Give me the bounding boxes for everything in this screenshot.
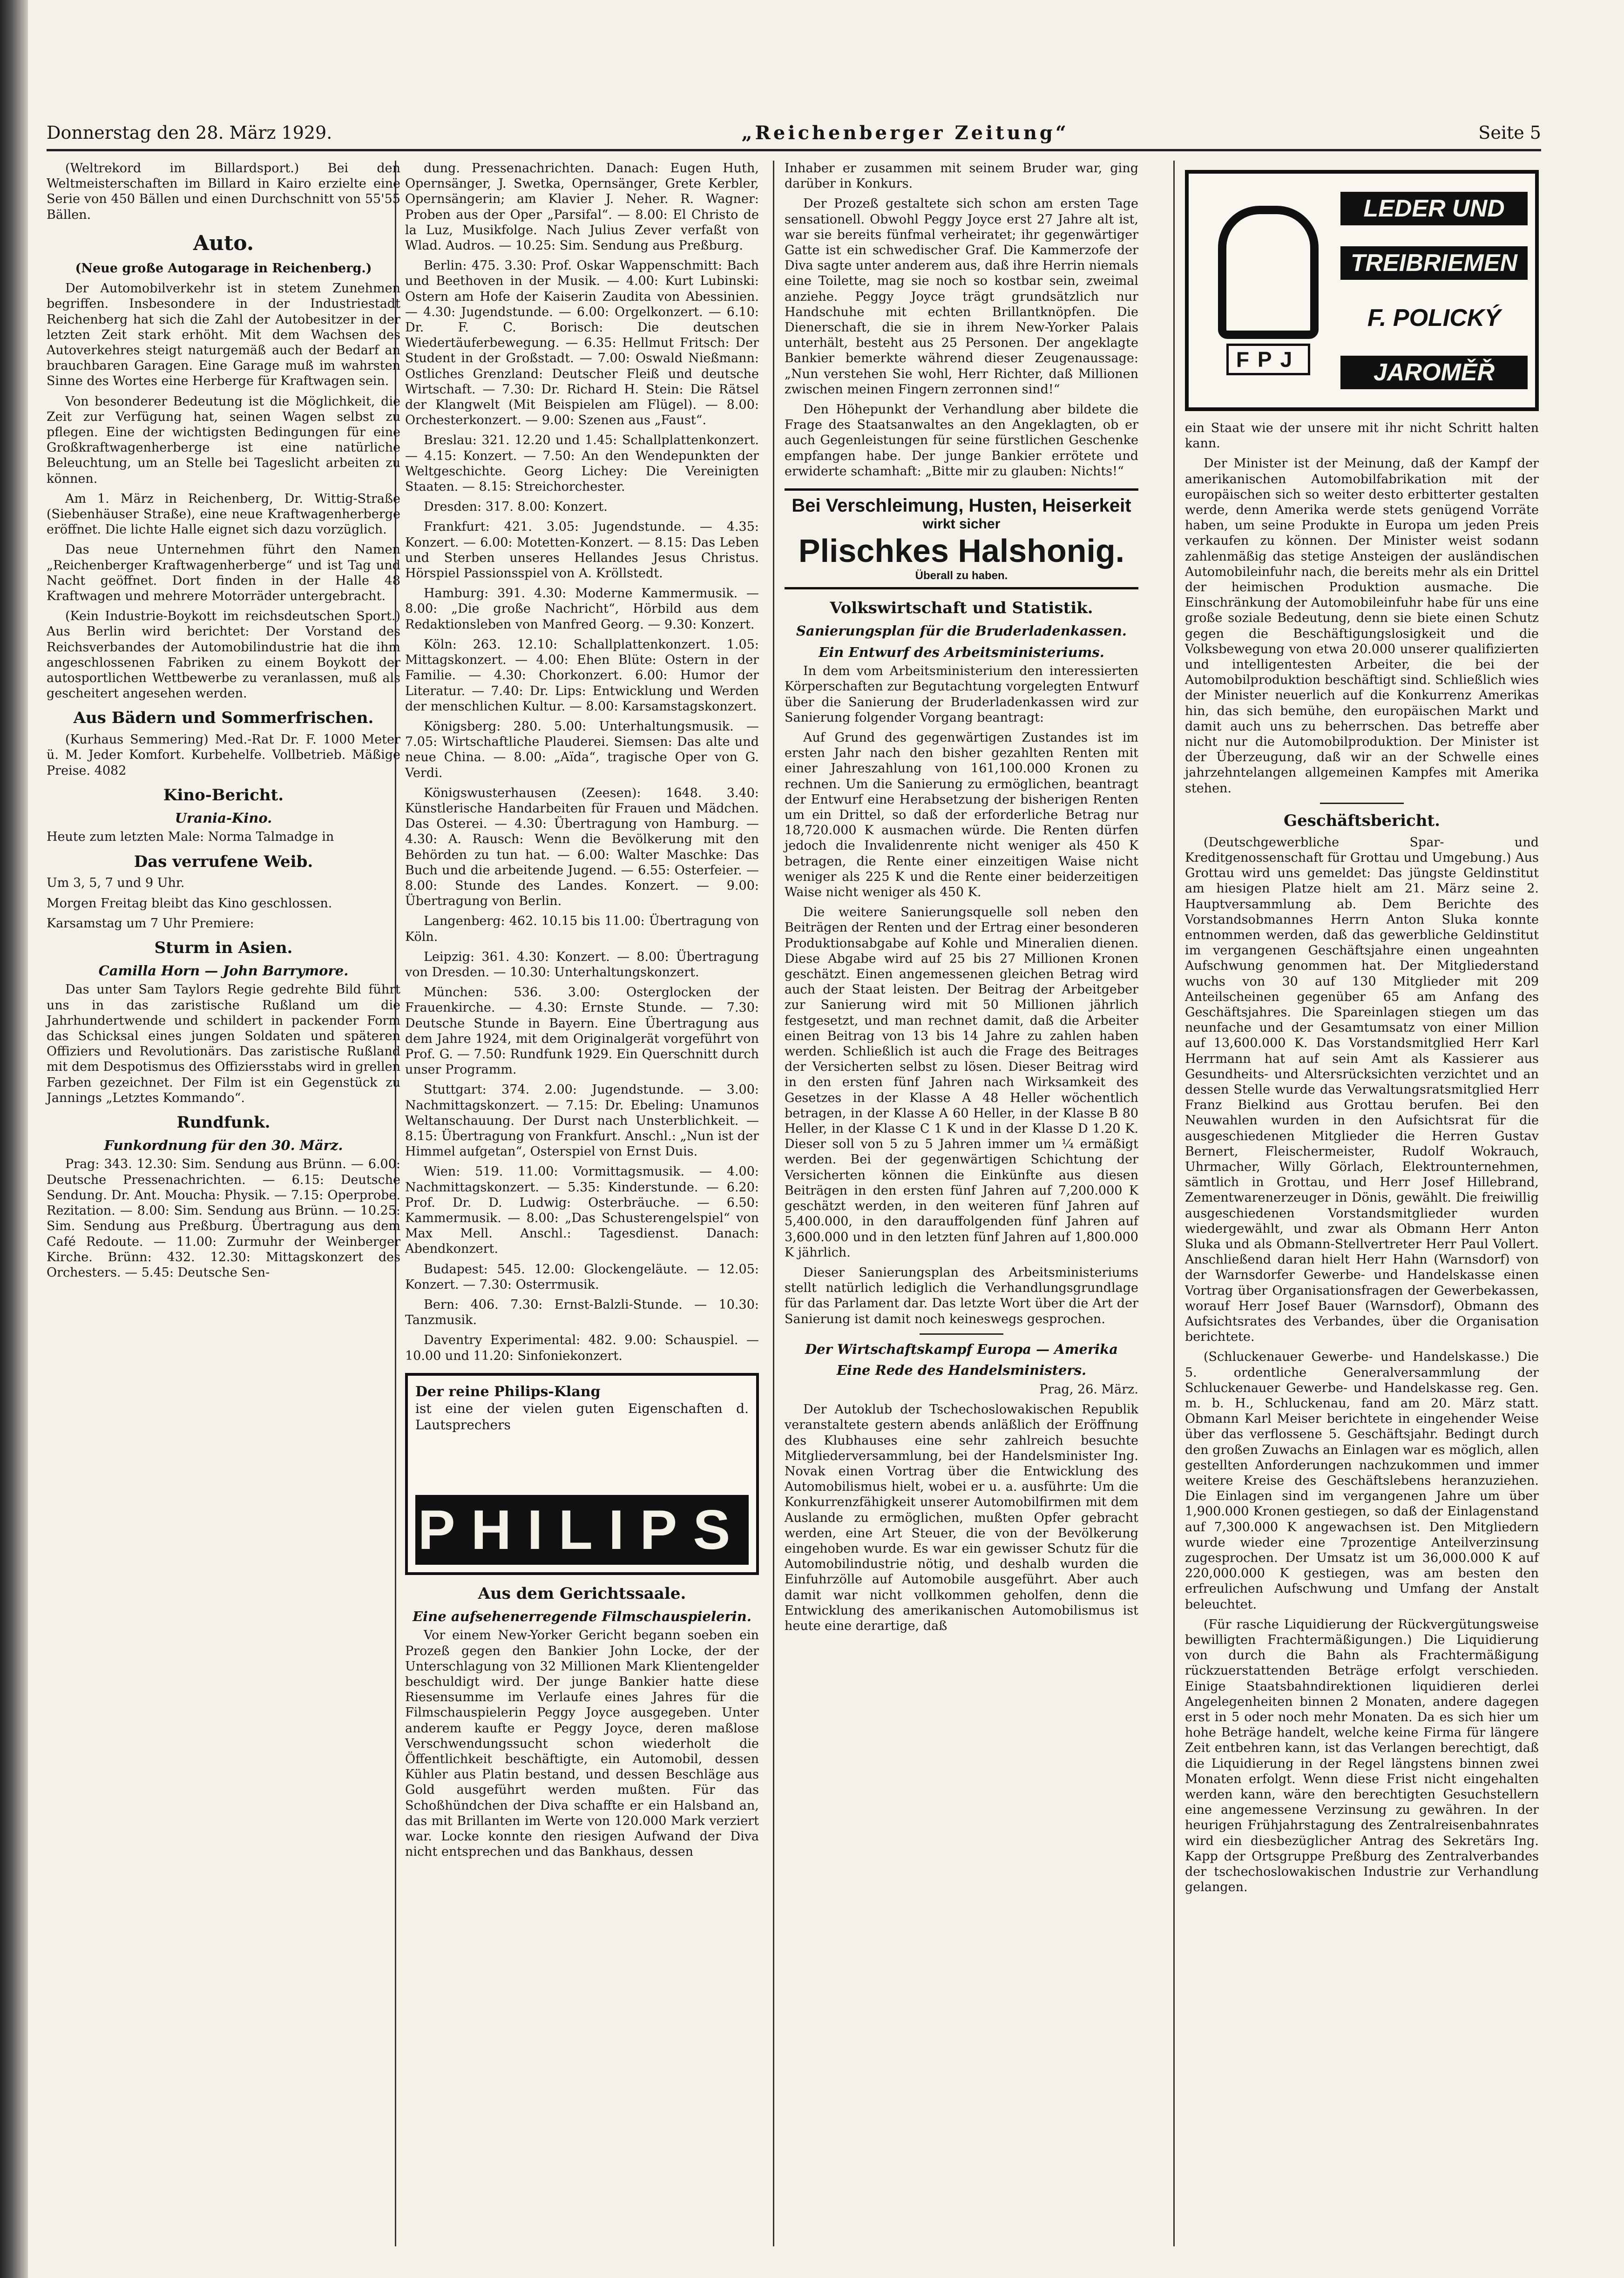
radio-paragraph: Budapest: 545. 12.00: Glockengeläute. — 12.05: Konzert. — 7.30: Osterrmusik. (405, 1262, 759, 1292)
wirtschaftskampf-heading: Der Wirtschaftskampf Europa — Amerika (805, 1341, 1118, 1357)
kino-line: Morgen Freitag bleibt das Kino geschlossen. (47, 896, 332, 911)
kino-subheading: Urania-Kino. (175, 810, 272, 826)
radio-paragraph: Hamburg: 391. 4.30: Moderne Kammermusik. — 8.00: „Die große Nachricht“, Hörbild aus dem Redaktionsleben von Manfred Georg. — 9.30: Konzert. (405, 586, 759, 632)
page-number: Seite 5 (1478, 122, 1541, 143)
gericht-paragraph: Den Höhepunkt der Verhandlung aber bildete die Frage des Staatsanwaltes an den Angeklagten, ob er auch Gegenleistungen für seine fürstlichen Geschenke empfangen habe. Der junge Bankier errötete und erwiderte schamhaft: „Bitte mir zu glauben: Nichts!“ (785, 402, 1138, 479)
philips-ad-line2: ist eine der vielen guten Eigenschaften d. Lautsprechers (415, 1401, 749, 1433)
radio-paragraph: Bern: 406. 7.30: Ernst-Balzli-Stunde. — 10.30: Tanzmusik. (405, 1298, 759, 1328)
article-paragraph: (Schluckenauer Gewerbe- und Handelskasse.) Die 5. ordentliche Generalversammlung der Schluckenauer Gewerbe- und Handelskasse reg. Gen. m. b. H., Schluckenau, fand am 20. März statt. Obmann Karl Meiser berichtete in eingehender Weise über das verflossene 5. Geschäftsjahr. Bedingt durch den großen Zuwachs an Einlagen war es möglich, allen gestellten Anforderungen nachzukommen und immer weitere Kreise des Geschäftslebens heranzuziehen. Die Einlagen sind im vergangenen Jahre um über 1,900.000 Kronen gestiegen, so daß der Einlagenstand auf 7,300.000 K angewachsen ist. Den Mitgliedern wurde wieder eine 7prozentige Anteilverzinsung zugesprochen. Der Umsatz ist um 36,000.000 K auf 220,000.000 K gestiegen, was am besten den erfreulichen Aufschwung und Umfang der Anstalt beleuchtet. (1185, 1350, 1539, 1612)
radio-paragraph: Königswusterhausen (Zeesen): 1648. 3.40: Künstlerische Handarbeiten für Frauen und Mädchen. Das Osterei. — 4.30: Übertragung von Hamburg. — 4.30: A. Rausch: Wenn die Bevölkerung mit den Behörden zu tun hat. — 6.00: Walter Maschke: Das Buch und die arbeitende Jugend. — 6.55: Osterfeier. — 8.00: Stunde des Landes. Konzert. — 9.00: Übertragung von Berlin. (405, 785, 759, 909)
binding-shadow (0, 0, 28, 2278)
halshonig-ad-product: Plischkes Halshonig. (798, 533, 1125, 569)
article-paragraph: Von besonderer Bedeutung ist die Möglichkeit, die Zeit zur Verfügung hat, seinen Wagen selbst zu pflegen. Eine der wichtigsten Bedingungen für eine Großkraftwagenherberge ist eine natürliche Beleuchtung, um an Stelle bei Tageslicht arbeiten zu können. (47, 394, 400, 486)
rundfunk-subheading: Funkordnung für den 30. März. (104, 1137, 343, 1153)
gericht-paragraph: Der Prozeß gestaltete sich schon am ersten Tage sensationell. Obwohl Peggy Joyce erst 27 Jahre alt ist, war sie bereits fünfmal verheiratet; ihr gegenwärtiger Gatte ist ein schwedischer Graf. Die Kammerzofe der Diva sagte unter anderem aus, daß ihre Herrin niemals eine Toilette, mag sie noch so kostbar sein, zweimal anziehe. Peggy Joyce trägt grundsätzlich nur Handschuhe mit echten Brillantknöpfen. Die Dienerschaft, die sie in ihrem New-Yorker Palais unterhält, besteht aus 25 Personen. Der angeklagte Bankier bemerkte während dieser Zeugenaussage: „Nun verstehen Sie wohl, Herr Richter, daß Millionen zwischen meinen Fingern zerronnen sind!“ (785, 196, 1138, 397)
article-paragraph: (Für rasche Liquidierung der Rückvergütungsweise bewilligten Frachtermäßigungen.) Die Liquidierung von durch die Bahn als Frachtermäßigung rückzuerstattenden Beträge erfolgt verschieden. Einige Staatsbahndirektionen liquidieren derlei Angelegenheiten binnen 2 Monaten, andere dagegen erst in 5 oder noch mehr Monaten. Da es sich hier um hohe Beträge handelt, welche keine Firma für längere Zeit entbehren kann, ist das Verlangen berechtigt, daß die Liquidierung in der Regel längstens binnen zwei Monaten erfolgt. Wenn diese Frist nicht eingehalten werden kann, wäre den berechtigten Gesuchstellern eine angemessene Verzinsung zu gewähren. In der heurigen Frühjahrstagung des Zentralreisenbahnrates wird ein diesbezüglicher Antrag des Sekretärs Ing. Kapp der Ortsgruppe Preßburg des Zentralverbandes der tschechoslowakischen Industrie zur Verhandlung gelangen. (1185, 1617, 1539, 1895)
leder-ad-line: TREIBRIEMEN (1340, 246, 1528, 280)
radio-paragraph: Berlin: 475. 3.30: Prof. Oskar Wappenschmitt: Bach und Beethoven in der Musik. — 4.00: Kurt Lubinski: Ostern am Hofe der Kaiserin Zaudita von Abessinien. — 4.30: Jugendstunde. — 6.00: Orgelkonzert. — 6.10: Dr. F. C. Borisch: Die deutschen Wiedertäuferbewegung. — 6.35: Hellmut Fritsch: Der Student in der Großstadt. — 7.00: Oswald Nießmann: Ostliches Grenzland: Deutscher Fleiß und deutsche Wirtschaft. — 7.30: Dr. Richard H. Stein: Die Rätsel der Klangwelt (Mit Beispielen am Flügel). — 8.00: Orchesterkonzert. — 9.00: Szenen aus „Faust“. (405, 258, 759, 428)
leder-advertisement (1185, 170, 1539, 411)
sanierungsplan-subheading: Ein Entwurf des Arbeitsministeriums. (819, 644, 1104, 660)
rundfunk-paragraph: Prag: 343. 12.30: Sim. Sendung aus Brünn. — 6.00: Deutsche Pressenachrichten. — 6.15: Deutsche Sendung. Dr. Ant. Moucha: Physik. — 7.15: Operprobe. Rezitation. — 8.00: Sim. Sendung aus Brünn. — 10.25: Sim. Sendung aus Preßburg. Übertragung aus dem Café Redoute. — 11.00: Zurmuhr der Weinberger Kirche. Brünn: 432. 12.30: Mittagskonzert des Orchesters. — 5.45: Deutsche Sen- (47, 1157, 400, 1280)
kino-film-title: Das verrufene Weib. (134, 852, 313, 871)
radio-paragraph: Langenberg: 462. 10.15 bis 11.00: Übertragung von Köln. (405, 914, 759, 944)
fpj-logo (1196, 181, 1340, 400)
column-1 (47, 161, 400, 1285)
gericht-heading: Aus dem Gerichtssaale. (478, 1584, 686, 1603)
fpj-logo-text: FPJ (1226, 344, 1310, 375)
kino-line: Karsamstag um 7 Uhr Premiere: (47, 916, 254, 931)
kino-line: Um 3, 5, 7 und 9 Uhr. (47, 876, 185, 891)
kino-film-title: Sturm in Asien. (154, 938, 293, 957)
header-date: Donnerstag den 28. März 1929. (47, 122, 332, 143)
radio-paragraph: Stuttgart: 374. 2.00: Jugendstunde. — 3.00: Nachmittagskonzert. — 7.15: Dr. Ebeling: Unamunos Weltanschauung. Der Durst nach Unsterblichkeit. — 8.15: Übertragung von Frankfurt. Anschl.: „Nun ist der Himmel aufgetan“, Osterspiel von Ernst Duis. (405, 1082, 759, 1159)
article-paragraph: Auf Grund des gegenwärtigen Zustandes ist im ersten Jahr nach den bisher gezahlten Renten mit einer Jahreszahlung von 161,100.000 Kronen zu rechnen. Um die Sanierung zu ermöglichen, beantragt der Entwurf eine Herabsetzung der bisherigen Renten um ein Drittel, so daß der erforderliche Betrag nur 18,720.000 K ausmachen würde. Die Renten dürfen jedoch die Invalidenrente nicht weniger als 450 K betragen, die Rente einer einzeitigen Waise nicht weniger als 225 K und die Rente einer beiderzeitigen Waise nicht weniger als 450 K. (785, 730, 1138, 900)
newspaper-title: „Reichenberger Zeitung“ (741, 122, 1069, 144)
radio-paragraph: dung. Pressenachrichten. Danach: Eugen Huth, Opernsänger, J. Swetka, Opernsänger, Grete Kerbler, Opernsängerin; am Klavier J. Neher. R. Wagner: Proben aus der Oper „Parsifal“. — 8.00: El Christo de la Luz, Musikfolge. Nach Julius Zever verfaßt von Wlad. Audros. — 10.25: Sim. Sendung aus Preßburg. (405, 161, 759, 253)
radio-paragraph: Dresden: 317. 8.00: Konzert. (424, 500, 608, 514)
page-header (47, 116, 1541, 151)
kino-line: Heute zum letzten Male: Norma Talmadge in (47, 830, 334, 845)
column-rule (1173, 161, 1175, 2246)
geschaeftsbericht-heading: Geschäftsbericht. (1284, 811, 1440, 830)
radio-paragraph: Köln: 263. 12.10: Schallplattenkonzert. 1.05: Mittagskonzert. — 4.00: Ehen Blüte: Ostern in der Familie. — 4.30: Chorkonzert. 6.00: Humor der Literatur. — 7.40: Dr. Lips: Entwicklung und Werden der menschlichen Kultur. — 8.00: Karsamstagskonzert. (405, 637, 759, 714)
column-3 (785, 161, 1138, 1638)
halshonig-advertisement (785, 488, 1138, 589)
article-paragraph: In dem vom Arbeitsministerium den interessierten Körperschaften zur Begutachtung vorgelegten Entwurf über die Sanierung der Bruderladenkassen wird zur Sanierung folgender Vorgang beantragt: (785, 664, 1138, 725)
column-rule (773, 161, 774, 2246)
gericht-subheading: Eine aufsehenerregende Filmschauspielerin. (413, 1608, 751, 1624)
auto-lead: (Neue große Autogarage in Reichenberg.) (75, 261, 372, 276)
kino-heading: Kino-Bericht. (163, 785, 284, 804)
article-paragraph: Die weitere Sanierungsquelle soll neben den Beiträgen der Renten und der Ertrag einer besonderen Produktionsabgabe auf Kohle und Mineralien dienen. Diese Abgabe wird auf 25 bis 27 Millionen Kronen geschätzt. Einen angemessenen gleichen Betrag wird auch der Staat leisten. Der Beitrag der Arbeitgeber zur Sanierung wird mit 50 Millionen jährlich festgesetzt, und man rechnet damit, daß die Arbeiter einen Beitrag von 13 bis 14 Jahre zu zahlen haben werden. Schließlich ist auch die Frage des Beitrages der Versicherten selbst zu lösen. Dieser Beitrag wird in den ersten fünf Jahren nach Wirksamkeit des Gesetzes in der Klasse A 48 Heller wöchentlich betragen, in der Klasse A 60 Heller, in der Klasse B 80 Heller, in der Klasse C 1 K und in der Klasse D 1.20 K. Dieser soll von 5 zu 5 Jahren immer um ¼ ermäßigt werden. Bei der gegenwärtigen Schichtung der Versicherten können die Einkünfte aus diesen Beiträgen in den ersten fünf Jahren auf 7,200.000 K geschätzt werden, in den weiteren fünf Jahren auf 5,400.000, in den darauffolgenden fünf Jahren auf 3,600.000 und in den letzten fünf Jahren auf 1,800.000 K jährlich. (785, 905, 1138, 1260)
article-paragraph: Der Autoklub der Tschechoslowakischen Republik veranstaltete gestern abends anläßlich der Eröffnung des Klubhauses eine sehr zahlreich besuchte Mitgliederversammlung, bei der Handelsminister Ing. Novak einen Vortrag über die Entwicklung des Automobilismus hielt, wobei er u. a. ausführte: Um die Konkurrenzfähigkeit unserer Automobilfirmen mit dem Auslande zu ermöglichen, mußten Opfer gebracht werden, eine Art Steuer, die von der Bevölkerung eingehoben wurde. Es war ein gewisser Schutz für die Automobilindustrie nötig, und deshalb wurden die Einfuhrzölle auf Automobile ausgeführt. Aber auch damit war nicht vollkommen geholfen, denn die Entwicklung des amerikanischen Automobilismus ist heute eine derartige, daß (785, 1402, 1138, 1634)
article-paragraph: (Kein Industrie-Boykott im reichsdeutschen Sport.) Aus Berlin wird berichtet: Der Vorstand des Reichsverbandes der Automobilindustrie hat die ihm angeschlossenen Fabriken zu einem Boykott der autosportlichen Wettbewerbe zu veranlassen, muß als gescheitert angesehen werden. (47, 609, 400, 701)
halshonig-ad-line4: Überall zu haben. (915, 569, 1008, 582)
wirtschaftskampf-subheading: Eine Rede des Handelsministers. (836, 1362, 1087, 1379)
radio-paragraph: Wien: 519. 11.00: Vormittagsmusik. — 4.00: Nachmittagskonzert. — 5.35: Kinderstunde. — 6.20: Prof. Dr. D. Ludwig: Osterbräuche. — 6.50: Kammermusik. — 8.00: „Das Schusterengelspiel“ von Max Mell. Anschl.: Tagesdienst. Danach: Abendkonzert. (405, 1164, 759, 1257)
dateline: Prag, 26. März. (1039, 1382, 1138, 1397)
philips-advertisement (405, 1373, 759, 1575)
radio-paragraph: Königsberg: 280. 5.00: Unterhaltungsmusik. — 7.05: Wirtschaftliche Plauderei. Siemsen: Das alte und neue China. — 8.00: „Aïda“, tragische Oper von G. Verdi. (405, 719, 759, 780)
leder-ad-line: F. POLICKÝ (1367, 304, 1501, 331)
kino-cast: Camilla Horn — John Barrymore. (98, 962, 349, 979)
article-paragraph: ein Staat wie der unsere mit ihr nicht Schritt halten kann. (1185, 421, 1539, 451)
article-paragraph: (Deutschgewerbliche Spar- und Kreditgenossenschaft für Grottau und Umgebung.) Aus Grottau wird uns gemeldet: Das jüngste Geldinstitut am hiesigen Platze hielt am 21. März seine 2. Hauptversammlung ab. Dem Berichte des Vorstandsobmannes Herrn Anton Sluka konnte entnommen werden, daß das gewerbliche Geldinstitut im vergangenen Geschäftsjahre einen ungeahnten Aufschwung genommen hat. Der Mitgliederstand wuchs von 30 auf 130 Mitglieder mit 209 Anteilscheinen gegenüber 65 am Anfang des Geschäftsjahres. Die Spareinlagen stiegen um das neunfache und der Gesamtumsatz von einer Million auf 13,600.000 K. Das Vorstandsmitglied Herr Karl Herrmann hat auf sein Amt als Kassierer aus Gesundheits- und Altersrücksichten verzichtet und an dessen Stelle wurde das Verwaltungsratsmitglied Herr Franz Bielkind aus Grottau berufen. Bei den Neuwahlen wurden in den Aufsichtsrat für die ausgeschiedenen Mitglieder die Herren Gustav Bernert, Fleischermeister, Rudolf Wokrauch, Uhrmacher, Willy Görlach, Elektrounternehmen, sämtlich in Grottau, und Herr Josef Hillebrand, Zementwarenerzeuger in Dönis, gewählt. Die freiwillig ausgeschiedenen Vorstandsmitglieder wurden wiedergewählt, und zwar als Obmann Herr Anton Sluka und als Obmann-Stellvertreter Herr Paul Vollert. Anschließend daran hielt Herr Hahn (Warnsdorf) von der Warnsdorfer Gewerbe- und Handelskasse einen Vortrag über Organisationsfragen der Gewerbekassen, worauf Herr Josef Bauer (Warnsdorf), Obmann des Aufsichtsrates des Verbandes, über die Organisation berichtete. (1185, 835, 1539, 1345)
radio-paragraph: Leipzig: 361. 4.30: Konzert. — 8.00: Übertragung von Dresden. — 10.30: Unterhaltungskonzert. (405, 949, 759, 980)
baeder-heading: Aus Bädern und Sommerfrischen. (73, 709, 374, 728)
kino-paragraph: Das unter Sam Taylors Regie gedrehte Bild führt uns in das zaristische Rußland um die Jahrhundertwende und schildert in packender Form das Schicksal eines jungen Soldaten und späteren Offiziers und Revolutionärs. Das zaristische Rußland mit dem Despotismus des Offiziersstabs wird in grellen Farben gezeichnet. Der Film ist ein Gegenstück zu Jannings „Letztes Kommando“. (47, 982, 400, 1105)
billard-note: (Weltrekord im Billardsport.) Bei den Weltmeisterschaften im Billard in Kairo erzielte eine Serie von 450 Bällen und einen Durchschnitt von 55'55 Bällen. (47, 161, 400, 222)
sanierungsplan-heading: Sanierungsplan für die Bruderladenkassen. (796, 622, 1127, 639)
auto-heading: Auto. (193, 231, 254, 255)
baeder-paragraph: (Kurhaus Semmering) Med.-Rat Dr. F. 1000 Meter ü. M. Jeder Komfort. Kurbehelfe. Vollbetrieb. Mäßige Preise. 4082 (47, 732, 400, 778)
divider (920, 1333, 1003, 1335)
philips-logo: PHILIPS (415, 1495, 749, 1565)
article-paragraph: Der Automobilverkehr ist in stetem Zunehmen begriffen. Insbesondere in der Industriestadt Reichenberg hat sich die Zahl der Autobesitzer in der letzten Zeit stark erhöht. Mit dem Wachsen des Autoverkehres steigt naturgemäß auch der Bedarf an brauchbaren Garagen. Eine Garage muß im wahrsten Sinne des Wortes eine Herberge für Kraftwagen sein. (47, 281, 400, 389)
radio-paragraph: Frankfurt: 421. 3.05: Jugendstunde. — 4.35: Konzert. — 6.00: Motetten-Konzert. — 8.15: Das Leben und Sterben unseres Hellandes Jesus Christus. Hörspiel Passionsspiel von A. Kröllstedt. (405, 520, 759, 581)
leder-ad-line: JAROMĚŘ (1340, 356, 1528, 389)
article-paragraph: Der Minister ist der Meinung, daß der Kampf der amerikanischen Automobilfabrikation mit der europäischen sich so weiter desto erbitterter gestalten werde, denn Amerika werde stets genügend Vorräte haben, um seine Produkte in Europa um jeden Preis verkaufen zu können. Der Minister weist sodann zahlenmäßig das stetige Ansteigen der ausländischen Automobileinfuhr nach, die bereits mehr als ein Drittel der heimischen Produktion ausmache. Die Einschränkung der Automobileinfuhr habe für uns eine große soziale Bedeutung, denn sie biete einen Schutz gegen die Beschäftigungslosigkeit und die Volksbewegung von etwa 20.000 unserer qualifizierten und intelligentesten Arbeiter, die bei der Automobilproduktion beschäftigt sind. Schließlich wies der Minister neuerlich auf die Konkurrenz Amerikas hin, das sich bemühe, den europäischen Markt und damit auch uns zu beherrschen. Das betreffe aber nicht nur die Automobilproduktion. Der Minister ist der Überzeugung, daß wir an der Schwelle eines jahrzehntelangen allgemeinen Kampfes mit Amerika stehen. (1185, 456, 1539, 796)
column-4 (1185, 161, 1539, 1900)
gericht-paragraph: Vor einem New-Yorker Gericht begann soeben ein Prozeß gegen den Bankier John Locke, der der Unterschlagung von 32 Millionen Mark Klientengelder beschuldigt wird. Der junge Bankier hatte diese Riesensumme im Verlaufe eines Jahres für die Filmschauspielerin Peggy Joyce ausgegeben. Unter anderem kaufte er Peggy Joyce, deren maßlose Verschwendungssucht schon wiederholt die Öffentlichkeit beschäftigte, ein Automobil, dessen Kühler aus Platin bestand, und dessen Beschläge aus Gold ausgeführt werden mußten. Für das Schoßhündchen der Diva schaffte er ein Halsband an, das mit Brillanten im Werte von 120.000 Mark verziert war. Locke konnte den riesigen Aufwand der Diva nicht entsprechen und das Bankhaus, dessen (405, 1628, 759, 1859)
radio-paragraph: München: 536. 3.00: Osterglocken der Frauenkirche. — 4.30: Ernste Stunde. — 7.30: Deutsche Stunde in Bayern. Eine Übertragung aus dem Jahre 1924, mit dem Originalgerät vorgeführt von Prof. G. — 7.50: Rundfunk 1929. Ein Querschnitt durch unser Programm. (405, 985, 759, 1077)
leder-ad-line: LEDER UND (1340, 192, 1528, 225)
philips-ad-line1: Der reine Philips-Klang (415, 1383, 601, 1400)
radio-paragraph: Daventry Experimental: 482. 9.00: Schauspiel. — 10.00 und 11.20: Sinfoniekonzert. (405, 1333, 759, 1363)
belt-loop-icon (1218, 206, 1319, 339)
halshonig-ad-line2: wirkt sicher (922, 516, 1001, 532)
halshonig-ad-line1: Bei Verschleimung, Husten, Heiserkeit (792, 495, 1131, 516)
rundfunk-heading: Rundfunk. (176, 1113, 271, 1132)
divider (1320, 803, 1404, 804)
article-paragraph: Das neue Unternehmen führt den Namen „Reichenberger Kraftwagenherberge“ und ist Tag und Nacht geöffnet. Dort finden in der Halle 48 Kraftwagen und mehrere Motorräder untergebracht. (47, 542, 400, 603)
article-paragraph: Dieser Sanierungsplan des Arbeitsministeriums stellt natürlich lediglich die Verhandlungsgrundlage für das Parlament dar. Das letzte Wort über die Art der Sanierung ist damit noch keineswegs gesprochen. (785, 1265, 1138, 1326)
article-paragraph: Am 1. März in Reichenberg, Dr. Wittig-Straße (Siebenhäuser Straße), eine neue Kraftwagenherberge eröffnet. Die lichte Halle eignet sich dazu vorzüglich. (47, 491, 400, 537)
volkswirtschaft-heading: Volkswirtschaft und Statistik. (830, 599, 1093, 618)
radio-paragraph: Breslau: 321. 12.20 und 1.45: Schallplattenkonzert. — 4.15: Konzert. — 7.50: An den Wendepunkten der Weltgeschichte. Georg Lichey: Die Vereinigten Staaten. — 8.15: Streichorchester. (405, 433, 759, 494)
gericht-paragraph: Inhaber er zusammen mit seinem Bruder war, ging darüber in Konkurs. (785, 161, 1138, 191)
column-2 (405, 161, 759, 1864)
leder-ad-lines (1340, 181, 1528, 400)
